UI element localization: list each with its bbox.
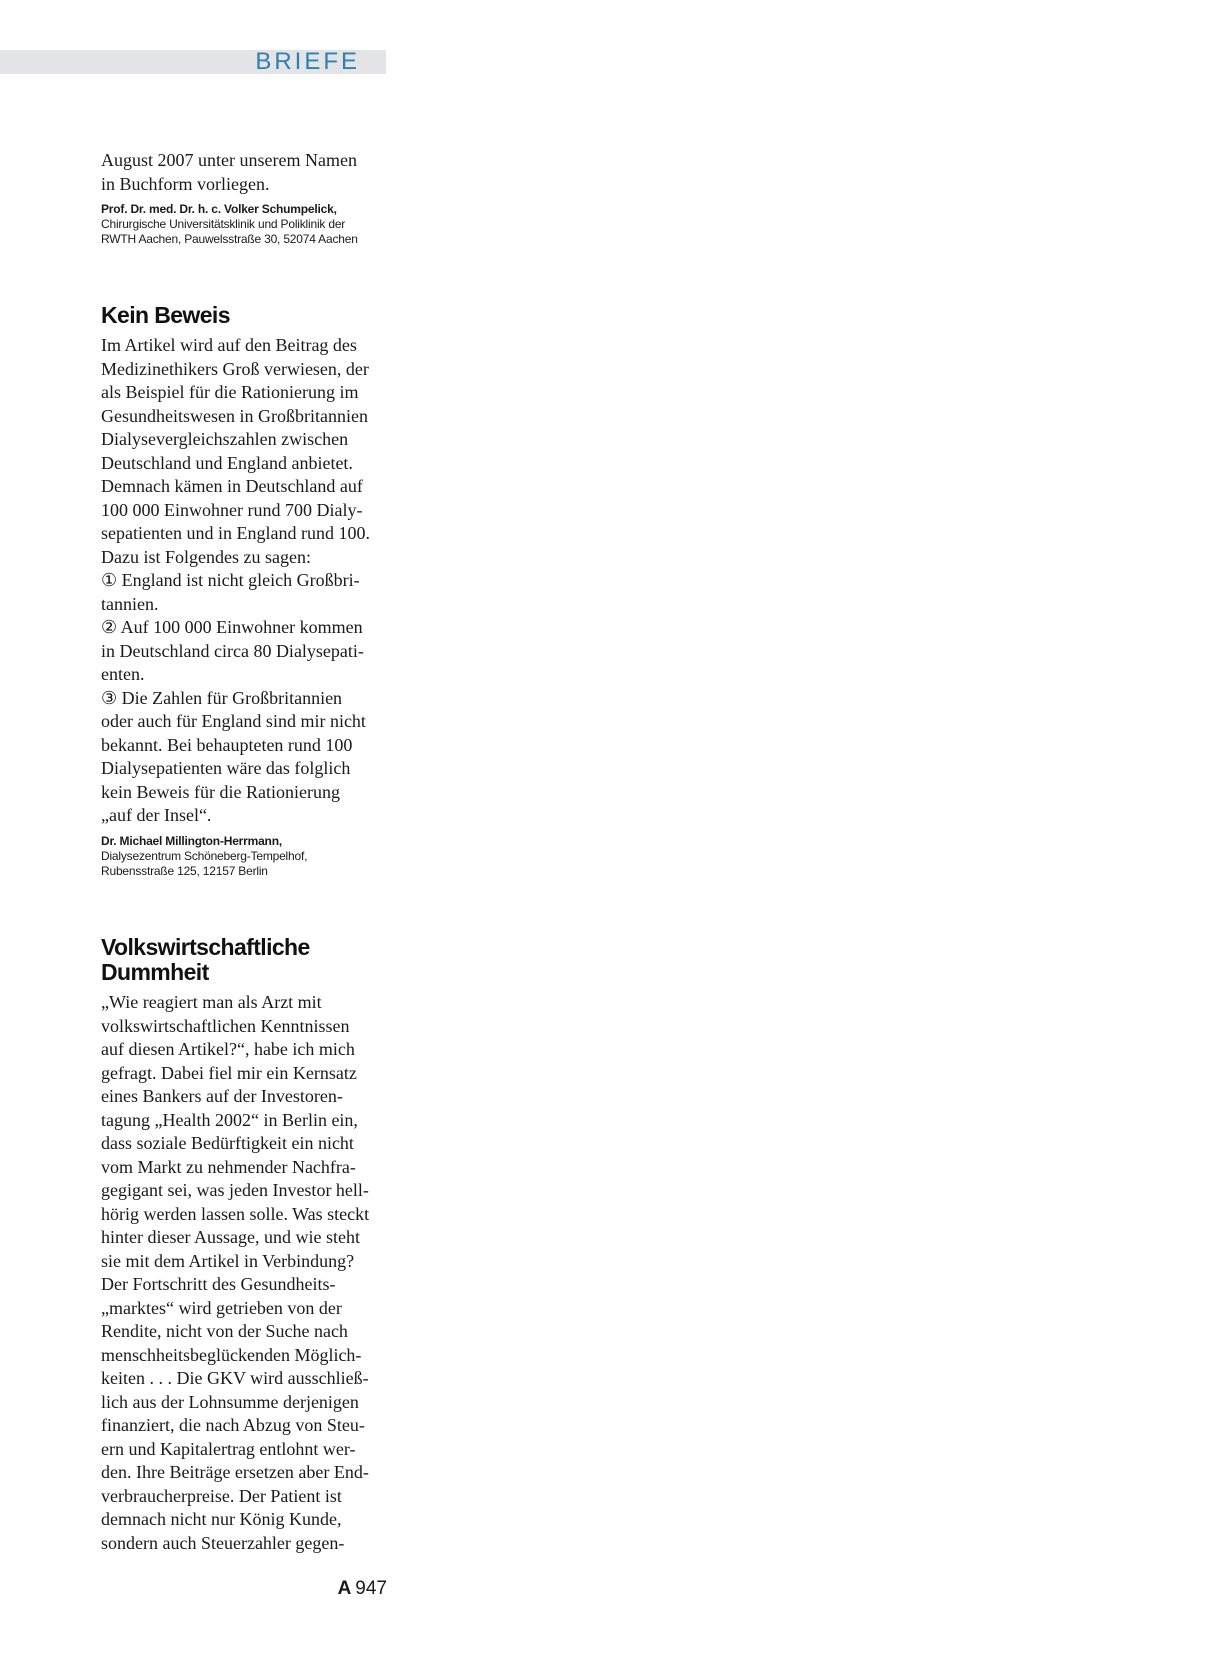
body-line: ② Auf 100 000 Einwohner kommen (101, 617, 363, 637)
body-line: sie mit dem Artikel in Verbindung? (101, 1250, 355, 1271)
body-line: eines Bankers auf der Investoren- (101, 1086, 343, 1106)
body-line: auf diesen Artikel?“, habe ich mich (101, 1039, 355, 1059)
signature-address-line: RWTH Aachen, Pauwelsstraße 30, 52074 Aachen (101, 232, 358, 246)
body-line: demnach nicht nur König Kunde, (101, 1509, 342, 1529)
section-label: BRIEFE (255, 48, 360, 75)
body-line: August 2007 unter unserem Namen (101, 150, 357, 170)
body-line: Dialysepatienten wäre das folglich (101, 758, 351, 778)
body-line: oder auch für England sind mir nicht (101, 711, 366, 731)
body-line: tannien. (101, 593, 159, 614)
signature-address-line: Rubensstraße 125, 12157 Berlin (101, 863, 268, 878)
letter-volkswirtschaftliche-dummheit (101, 935, 387, 1555)
body-line: sepatienten und in England rund 100. (101, 523, 370, 543)
page-number-value: 947 (355, 1578, 387, 1599)
letter-prev-ending (101, 149, 387, 247)
body-line: sondern auch Steuerzahler gegen- (101, 1532, 345, 1553)
body-line: Demnach kämen in Deutschland auf (101, 476, 363, 496)
body-line: keiten . . . Die GKV wird ausschließ- (101, 1368, 369, 1388)
body-line: finanziert, die nach Abzug von Steu- (101, 1415, 365, 1435)
letter-title (101, 935, 387, 985)
body-line: Der Fortschritt des Gesundheits- (101, 1274, 336, 1294)
body-line: in Buchform vorliegen. (101, 173, 270, 194)
body-line: bekannt. Bei behaupteten rund 100 (101, 734, 353, 755)
title-line: Dummheit (101, 959, 209, 985)
body-line: ③ Die Zahlen für Großbritannien (101, 687, 343, 708)
body-line: ern und Kapitalertrag entlohnt wer- (101, 1438, 356, 1459)
body-line: kein Beweis für die Rationierung (101, 781, 340, 802)
signature-name: Dr. Michael Millington-Herrmann, (101, 833, 282, 848)
body-line: den. Ihre Beiträge ersetzen aber End- (101, 1462, 369, 1482)
body-line: als Beispiel für die Rationierung im (101, 382, 359, 402)
body-line: gegigant sei, was jeden Investor hell- (101, 1180, 369, 1200)
letter-body (101, 334, 387, 828)
body-line: in Deutschland circa 80 Dialysepati- (101, 640, 364, 661)
title-line: Volkswirtschaftliche (101, 934, 310, 960)
body-line: Dialysevergleichszahlen zwischen (101, 429, 349, 449)
body-line: Gesundheitswesen in Großbritannien (101, 405, 368, 426)
body-line: hinter dieser Aussage, und wie steht (101, 1227, 360, 1247)
title-line: Kein Beweis (101, 302, 230, 328)
body-line: „auf der Insel“. (101, 805, 212, 825)
body-line: Deutschland und England anbietet. (101, 452, 353, 473)
letter-prev-body (101, 149, 387, 196)
body-line: Rendite, nicht von der Suche nach (101, 1321, 348, 1341)
body-line: tagung „Health 2002“ in Berlin ein, (101, 1109, 358, 1130)
signature-address-line: Dialysezentrum Schöneberg-Tempelhof, (101, 848, 308, 863)
body-line: Im Artikel wird auf den Beitrag des (101, 335, 357, 355)
body-line: dass soziale Bedürftigkeit ein nicht (101, 1133, 354, 1153)
body-line: Dazu ist Folgendes zu sagen: (101, 546, 311, 567)
body-line: verbraucherpreise. Der Patient ist (101, 1485, 342, 1506)
letter-body (101, 991, 387, 1555)
letter-title (101, 303, 387, 328)
page-number (338, 1578, 387, 1600)
body-line: enten. (101, 664, 145, 684)
body-line: „Wie reagiert man als Arzt mit (101, 992, 322, 1012)
page-number-prefix: A (337, 1578, 352, 1599)
body-line: menschheitsbeglückenden Möglich- (101, 1344, 362, 1365)
body-line: „marktes“ wird getrieben von der (101, 1297, 342, 1318)
letter-kein-beweis (101, 303, 387, 879)
body-line: vom Markt zu nehmender Nachfra- (101, 1156, 356, 1177)
section-header-bar (0, 50, 386, 74)
body-line: volkswirtschaftlichen Kenntnissen (101, 1015, 350, 1036)
body-line: ① England ist nicht gleich Großbri- (101, 570, 360, 590)
signature-address-line: Chirurgische Universitätsklinik und Poliklinik der (101, 217, 346, 231)
body-line: gefragt. Dabei fiel mir ein Kernsatz (101, 1062, 357, 1083)
body-line: lich aus der Lohnsumme derjenigen (101, 1391, 359, 1412)
body-line: Medizinethikers Groß verwiesen, der (101, 358, 369, 379)
body-line: hörig werden lassen solle. Was steckt (101, 1203, 370, 1224)
body-line: 100 000 Einwohner rund 700 Dialy- (101, 499, 363, 520)
signature-name: Prof. Dr. med. Dr. h. c. Volker Schumpelick, (101, 202, 337, 216)
